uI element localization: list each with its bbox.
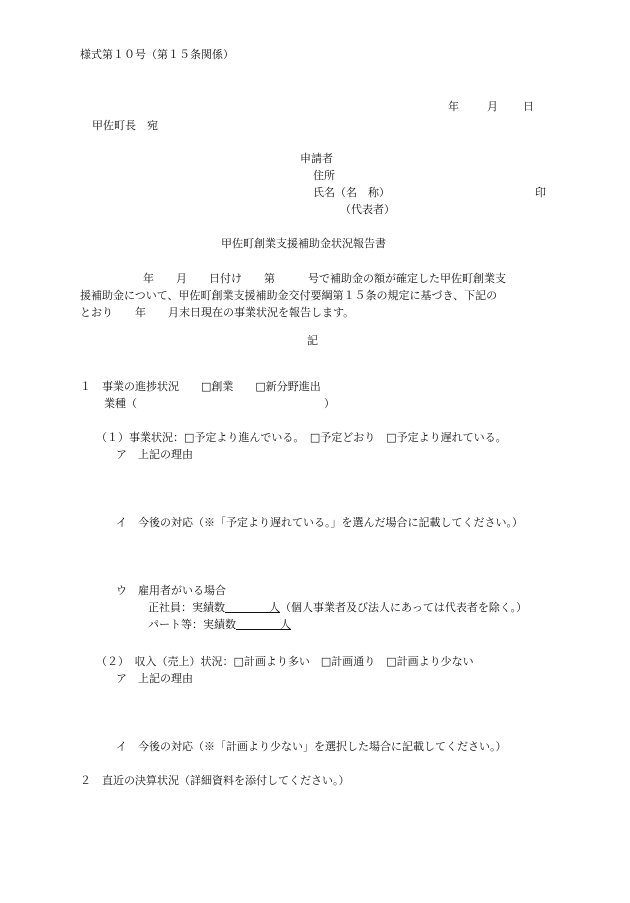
ki-heading: 記 [307,334,318,347]
applicant-representative: （代表者） [340,203,395,216]
parttime-unit: 人 [280,618,291,631]
fulltime-unit: 人 [269,601,280,614]
fulltime-note: （個人事業者及び法人にあっては代表者を除く。） [280,601,528,614]
business-status-line: （１）事業状況：□予定より進んでいる。 □予定どおり □予定より遅れている。 [96,431,507,444]
seal-mark: 印 [535,186,546,199]
business-response-label: イ 今後の対応（※「予定より遅れている。」を選んだ場合に記載してください。） [116,516,523,529]
parttime-blank [236,618,280,631]
applicant-label: 申請者 [300,152,333,165]
revenue-reason-label: ア 上記の理由 [116,672,193,685]
fulltime-line [148,601,527,615]
date-month: 月 [487,100,498,113]
industry-line: 業種（ ） [104,397,335,410]
section2-label: ２ 直近の決算状況（詳細資料を添付してください。） [80,774,350,787]
employees-label: ウ 雇用者がいる場合 [116,584,226,597]
applicant-name: 氏名（名 称） [313,186,390,199]
date-year: 年 [448,100,459,113]
date-day: 日 [523,100,534,113]
body-line-1: 年 月 日付け 第 号で補助金の額が確定した甲佐町創業支 [143,272,506,285]
parttime-prefix: パート等：実績数 [148,618,236,631]
revenue-status-line: （２） 収入（売上）状況：□計画より多い □計画通り □計画より少ない [96,655,474,668]
revenue-response-label: イ 今後の対応（※「計画より少ない」を選択した場合に記載してください。） [116,740,507,753]
body-line-3: とおり 年 月末日現在の事業状況を報告します。 [80,306,355,319]
fulltime-prefix: 正社員：実績数 [148,601,225,614]
fulltime-blank [225,601,269,614]
addressee: 甲佐町長 宛 [92,119,158,132]
form-number: 様式第１０号（第１５条関係） [80,48,234,61]
document-title: 甲佐町創業支援補助金状況報告書 [221,237,386,250]
body-line-2: 援補助金について、甲佐町創業支援補助金交付要綱第１５条の規定に基づき、下記の [80,289,498,302]
applicant-address: 住所 [313,169,335,182]
parttime-line [148,618,291,632]
section1-label: １ 事業の進捗状況 □創業 □新分野進出 [80,380,321,393]
business-reason-label: ア 上記の理由 [116,448,193,461]
